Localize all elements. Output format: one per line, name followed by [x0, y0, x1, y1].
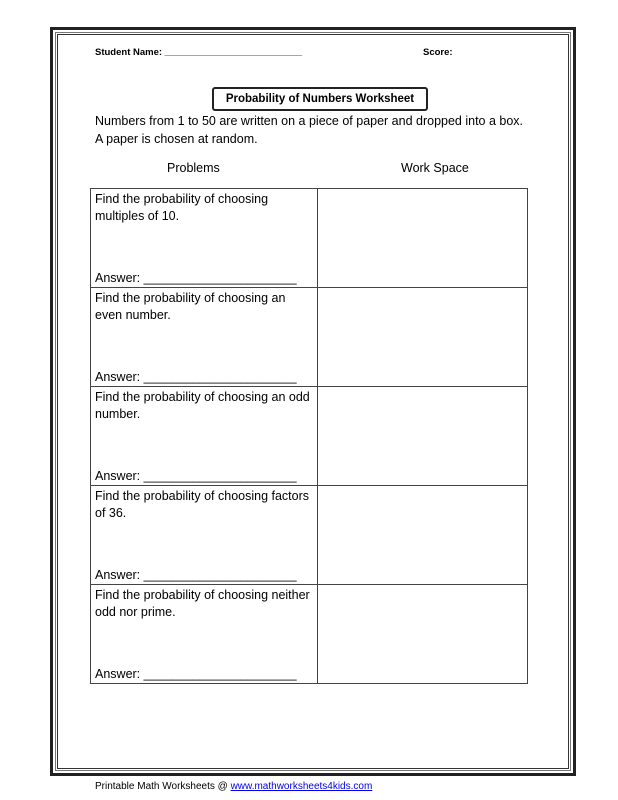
intro-text — [95, 112, 523, 148]
work-space-cell[interactable] — [318, 288, 528, 387]
work-space-cell[interactable] — [318, 585, 528, 684]
footer — [95, 781, 372, 792]
intro-line: A paper is chosen at random. — [95, 132, 258, 146]
problem-question: Find the probability of choosing factors of 36. — [95, 489, 310, 520]
answer-field[interactable]: Answer: ______________________ — [95, 370, 297, 384]
score-label: Score: — [423, 47, 453, 58]
problem-question: Find the probability of choosing multiples of 10. — [95, 192, 269, 223]
work-space-cell[interactable] — [318, 387, 528, 486]
table-row — [91, 387, 528, 486]
table-row — [91, 189, 528, 288]
student-name-label: Student Name: __________________________ — [95, 47, 303, 58]
problems-heading: Problems — [167, 161, 220, 175]
problems-table — [90, 188, 528, 684]
work-space-cell[interactable] — [318, 486, 528, 585]
table-row — [91, 288, 528, 387]
footer-text: Printable Math Worksheets @ — [95, 781, 231, 792]
problem-question: Find the probability of choosing neither odd nor prime. — [95, 588, 310, 619]
answer-field[interactable]: Answer: ______________________ — [95, 271, 297, 285]
problem-question: Find the probability of choosing an odd number. — [95, 390, 310, 421]
table-row — [91, 585, 528, 684]
table-row — [91, 486, 528, 585]
footer-link[interactable]: www.mathworksheets4kids.com — [230, 781, 373, 792]
answer-field[interactable]: Answer: ______________________ — [95, 568, 297, 582]
work-space-cell[interactable] — [318, 189, 528, 288]
worksheet-title: Probability of Numbers Worksheet — [212, 87, 428, 111]
problem-question: Find the probability of choosing an even number. — [95, 291, 286, 322]
answer-field[interactable]: Answer: ______________________ — [95, 469, 297, 483]
answer-field[interactable]: Answer: ______________________ — [95, 667, 297, 681]
intro-line: Numbers from 1 to 50 are written on a piece of paper and dropped into a box. — [95, 114, 524, 128]
work-space-heading: Work Space — [401, 161, 469, 175]
